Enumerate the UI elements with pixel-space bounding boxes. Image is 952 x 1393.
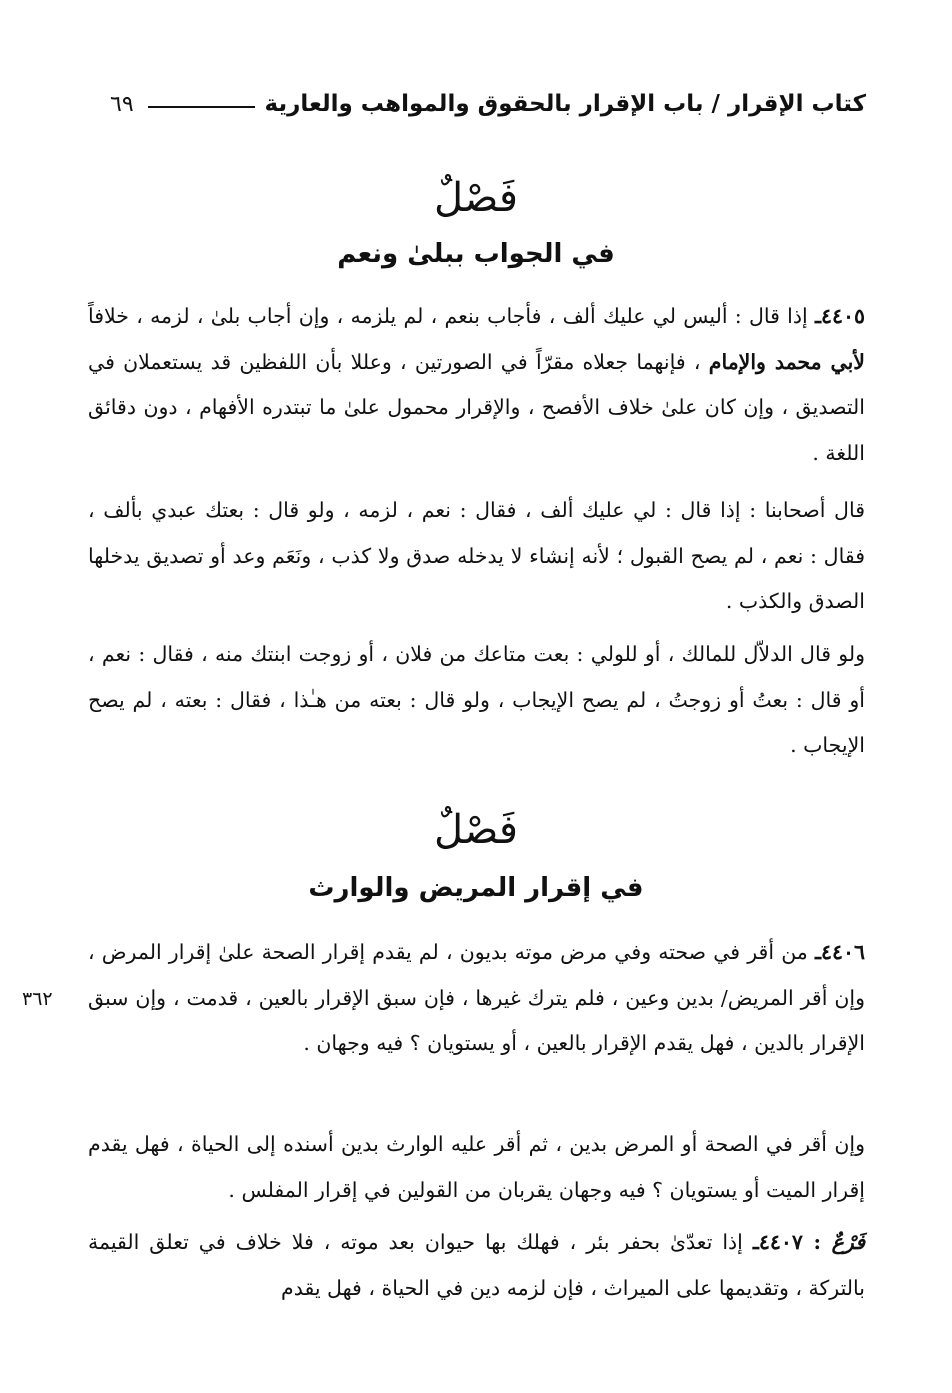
paragraph-number: : ٤٤٠٧ـ <box>752 1230 832 1254</box>
paragraph-text: إذا تعدّىٰ بحفر بئر ، فهلك بها حيوان بعد موته ، فلا خلاف في تعلق القيمة بالتركة ، وتقديمها على الميراث ، فإن لزمه دين في الحياة ، فهل يقدم <box>88 1230 865 1300</box>
paragraph-4406 <box>88 930 865 1067</box>
paragraph-number: ٤٤٠٥ـ <box>814 304 865 328</box>
paragraph-text: من أقر في صحته وفي مرض موته بديون ، لم يقدم إقرار الصحة علىٰ إقرار المرض ، وإن أقر المريض/ بدين وعين ، فلم يترك غيرها ، فإن سبق الإقرار بالعين ، قدمت ، وإن سبق الإقرار بالدين ، فهل يقدم الإقرار بالعين ، أو يستويان ؟ فيه وجهان . <box>88 940 865 1055</box>
far-label: فَرْعٌ <box>831 1230 866 1254</box>
section-emblem-1 <box>0 168 952 228</box>
section-title-1: في الجواب ببلىٰ ونعم <box>337 239 615 269</box>
paragraph-number: ٤٤٠٦ـ <box>814 940 865 964</box>
emphasis-text: لأبي محمد والإمام <box>708 349 865 374</box>
section-emblem-2 <box>0 800 952 860</box>
paragraph: ولو قال الدلاّل للمالك ، أو للولي : بعت متاعك من فلان ، أو زوجت ابنتك منه ، فقال : نعم ، أو قال : بعتُ أو زوجتُ ، لم يصح الإيجاب ، ولو قال : بعته من هـٰذا ، فقال : بعته ، لم يصح الإيجاب . <box>88 642 865 757</box>
header-rule <box>148 106 255 108</box>
section-emblem-text: فَصْلٌ <box>433 807 519 853</box>
margin-page-reference: ٣٦٢ <box>22 988 53 1010</box>
section-emblem-text: فَصْلٌ <box>433 175 519 221</box>
paragraph: قال أصحابنا : إذا قال : لي عليك ألف ، فقال : نعم ، لزمه ، ولو قال : بعتك عبدي بألف ، فقال : نعم ، لم يصح القبول ؛ لأنه إنشاء لا يدخله صدق ولا كذب ، ونَعَم وعد أو تصديق يدخلها الصدق والكذب . <box>88 498 865 613</box>
section-title-2: في إقرار المريض والوارث <box>308 873 644 903</box>
running-header-title: كتاب الإقرار / باب الإقرار بالحقوق والمواهب والعارية <box>264 91 866 117</box>
paragraph-4407 <box>88 1220 865 1311</box>
paragraph: وإن أقر في الصحة أو المرض بدين ، ثم أقر عليه الوارث بدين أسنده إلى الحياة ، فهل يقدم إقرار الميت أو يستويان ؟ فيه وجهان يقربان من القولين في إقرار المفلس . <box>88 1132 865 1202</box>
running-header <box>110 84 866 124</box>
paragraph-4405 <box>88 294 865 476</box>
paragraph-text: إذا قال : أليس لي عليك ألف ، فأجاب بنعم ، لم يلزمه ، وإن أجاب بلىٰ ، لزمه ، خلافاً <box>88 304 815 328</box>
page-number: ٦٩ <box>110 91 134 117</box>
paragraph-text: ، فإنهما جعلاه مقرّاً في الصورتين ، وعللا بأن اللفظين قد يستعملان في التصديق ، وإن كان علىٰ خلاف الأفصح ، والإقرار محمول علىٰ ما تبتدره الأفهام ، دون دقائق اللغة . <box>88 349 865 465</box>
